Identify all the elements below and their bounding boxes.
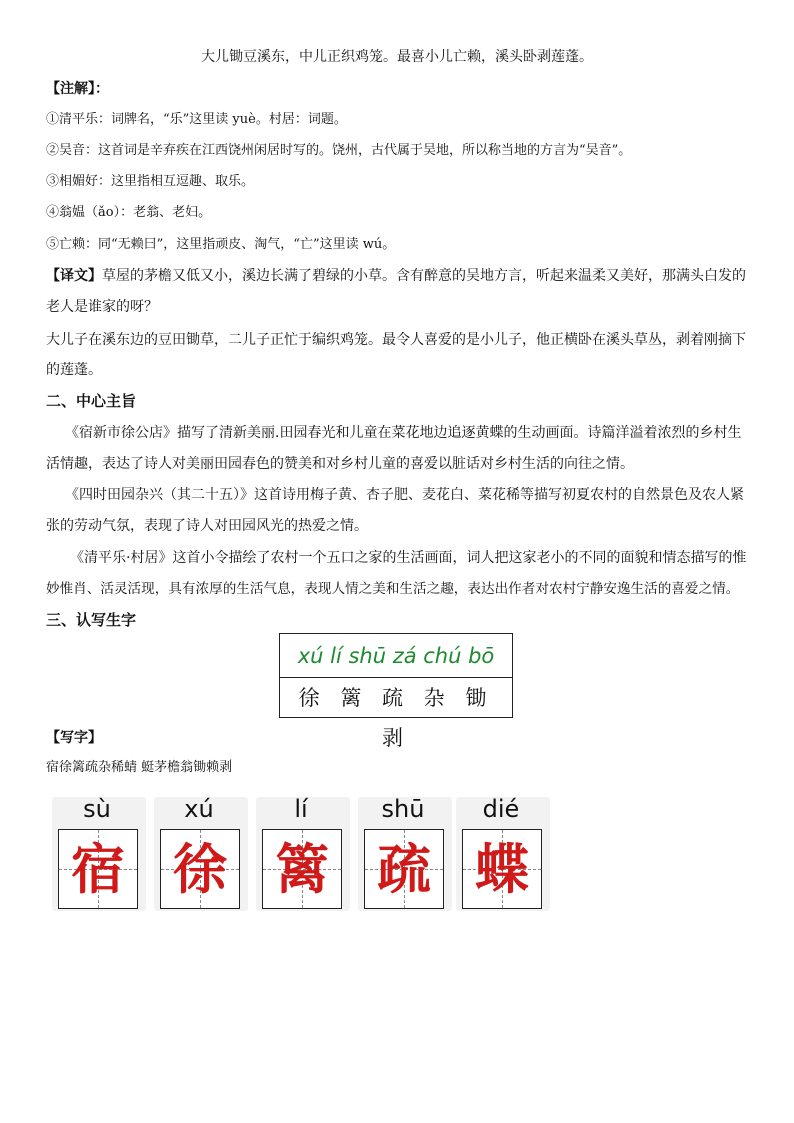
card-pinyin: xú xyxy=(184,795,214,823)
writing-cards xyxy=(52,789,552,911)
note-item: ④翁媪（ǎo）：老翁、老妇。 xyxy=(46,205,212,220)
card-character: 蝶 xyxy=(475,837,529,901)
card-pinyin: dié xyxy=(482,795,520,823)
main-idea-text: 《清平乐·村居》这首小令描绘了农村一个五口之家的生活画面，词人把这家老小的不同的面貌和情态描写的惟 xyxy=(70,550,747,566)
card-character: 徐 xyxy=(173,837,227,901)
main-idea-text: 《四时田园杂兴（其二十五）》这首诗用梅子黄、杏子肥、麦花白、菜花稀等描写初夏农村的自然景色及农人紧 xyxy=(65,487,744,503)
writing-heading: 【写字】 xyxy=(46,730,102,746)
vocab-characters: 徐 篱 疏 杂 锄 剥 xyxy=(298,686,494,750)
note-item: ⑤亡赖：同“无赖曰”，这里指顽皮、淘气，“亡”这里读 wú。 xyxy=(46,237,396,252)
section-heading-characters: 三、认写生字 xyxy=(46,611,137,629)
note-item: ②吴音：这首词是辛弃疾在江西饶州闲居时写的。饶州，古代属于吴地，所以称当地的方言为“吴音”。 xyxy=(46,143,632,158)
writing-card xyxy=(154,789,244,911)
writing-card xyxy=(52,789,142,911)
main-idea-text: 妙惟肖、活灵活现，具有浓厚的生活气息，表现人情之美和生活之趣，表达出作者对农村宁静安逸生活的喜爱之情。 xyxy=(46,581,740,597)
writing-characters-line: 宿徐篱疏杂稀蜻 蜓茅檐翁锄赖剥 xyxy=(46,760,233,775)
card-character: 宿 xyxy=(71,837,125,901)
card-pinyin: lí xyxy=(294,795,308,823)
card-pinyin: shū xyxy=(381,795,425,823)
writing-card xyxy=(256,789,346,911)
main-idea-text: 活情趣，表达了诗人对美丽田园春色的赞美和对乡村儿童的喜爱以脏话对乡村生活的向往之情。 xyxy=(46,456,634,472)
poem-last-line: 大儿锄豆溪东，中儿正织鸡笼。最喜小儿亡赖，溪头卧剥莲蓬。 xyxy=(201,49,593,65)
card-character: 疏 xyxy=(377,837,431,901)
tianzige-grid xyxy=(160,829,240,909)
card-pinyin: sù xyxy=(83,795,111,823)
tianzige-grid xyxy=(462,829,542,909)
vocab-box xyxy=(279,633,513,750)
main-idea-text: 张的劳动气氛，表现了诗人对田园风光的热爱之情。 xyxy=(46,518,368,534)
translation-label: 【译文】 xyxy=(46,268,102,284)
note-item: ①清平乐：词牌名，“乐”这里读 yuè。村居：词题。 xyxy=(46,112,347,127)
translation-line xyxy=(46,266,746,286)
translation-line: 老人是谁家的呀？ xyxy=(46,299,158,315)
writing-card xyxy=(358,789,448,911)
section-heading-main-idea: 二、中心主旨 xyxy=(46,392,137,410)
notes-heading: 【注解】： xyxy=(46,81,109,97)
translation-text: 草屋的茅檐又低又小，溪边长满了碧绿的小草。含有醉意的吴地方言，听起来温柔又美好，那满头白发的 xyxy=(102,268,746,284)
translation-line: 的莲蓬。 xyxy=(46,362,102,378)
tianzige-grid xyxy=(364,829,444,909)
main-idea-text: 《宿新市徐公店》描写了清新美丽.田园春光和儿童在菜花地边追逐黄蝶的生动画面。诗篇洋溢着浓烈的乡村生 xyxy=(65,425,742,441)
card-character: 篱 xyxy=(275,837,329,901)
writing-card xyxy=(456,789,546,911)
vocab-pinyin: xú lí shū zá chú bō xyxy=(280,634,512,678)
translation-line: 大儿子在溪东边的豆田锄草，二儿子正忙于编织鸡笼。最令人喜爱的是小儿子，他正横卧在溪头草丛，剥着刚摘下 xyxy=(46,332,746,348)
tianzige-grid xyxy=(262,829,342,909)
tianzige-grid xyxy=(58,829,138,909)
note-item: ③相媚好：这里指相互逗趣、取乐。 xyxy=(46,174,255,189)
